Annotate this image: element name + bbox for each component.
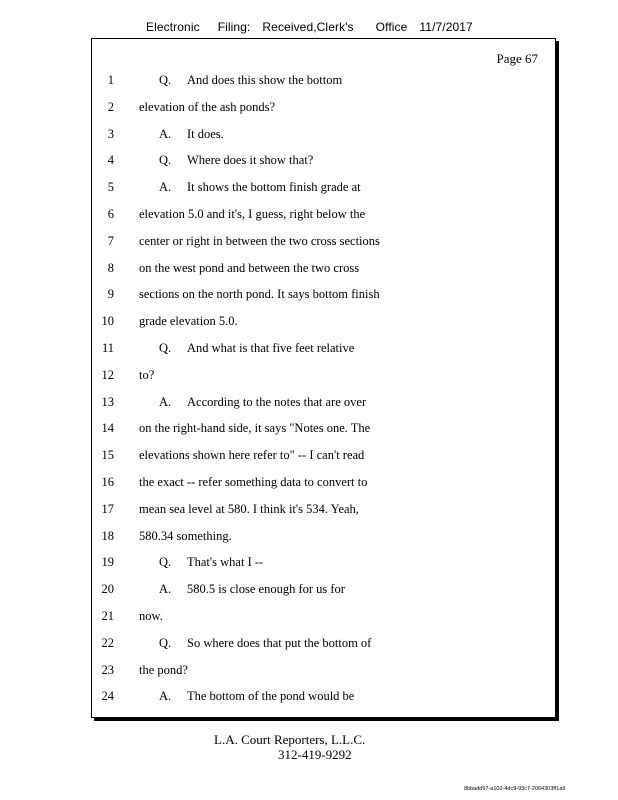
line-body: sections on the north pond. It says bottom finish: [139, 287, 380, 302]
line-body: According to the notes that are over: [187, 394, 367, 409]
line-body: the pond?: [139, 662, 188, 677]
line-text: [139, 475, 367, 490]
document-hash: 8bbadd97-a102-4dc9-93c7-2064303ff1a9: [464, 786, 566, 792]
line-number: 1: [107, 73, 114, 87]
transcript-page: [91, 38, 556, 718]
line-body: the exact -- refer something data to convert to: [139, 475, 368, 489]
qa-marker: Q.: [159, 341, 172, 355]
line-text: [139, 555, 263, 570]
qa-marker: Q.: [159, 73, 172, 87]
line-text: [139, 341, 354, 356]
line-number: 14: [101, 421, 114, 436]
line-body: on the west pond and between the two cross: [139, 260, 360, 275]
line-text: [139, 207, 365, 222]
line-text: [139, 73, 342, 88]
qa-marker: A.: [159, 126, 172, 141]
line-number: 18: [101, 528, 114, 543]
line-number: 11: [101, 341, 114, 355]
line-number: 15: [101, 448, 114, 463]
line-body: on the right-hand side, it says "Notes one. The: [139, 421, 371, 436]
line-number: 20: [101, 582, 114, 597]
line-text: [139, 368, 154, 383]
line-body: grade elevation 5.0.: [139, 314, 238, 329]
line-number: 19: [101, 555, 114, 570]
line-text: [139, 448, 364, 463]
reporter-phone: 312-419-9292: [278, 747, 352, 762]
line-number: 4: [107, 153, 114, 168]
line-number: 3: [107, 126, 114, 141]
line-text: [139, 609, 163, 624]
line-number: 17: [101, 501, 114, 516]
line-body: It shows the bottom finish grade at: [187, 180, 361, 195]
qa-marker: Q.: [159, 555, 172, 570]
line-text: [139, 582, 345, 597]
line-text: [139, 261, 359, 276]
line-text: [139, 502, 359, 517]
line-text: [139, 287, 380, 302]
filing-stamp-filing: Filing:: [217, 20, 251, 34]
line-body: elevations shown here refer to" -- I can't read: [139, 448, 365, 463]
line-text: [139, 689, 354, 704]
line-text: [139, 636, 371, 651]
line-number: 22: [101, 635, 114, 650]
line-body: So where does that put the bottom of: [187, 635, 372, 650]
filing-stamp-date: 11/7/2017: [419, 20, 473, 34]
line-body: to?: [139, 367, 155, 382]
reporter-company: L.A. Court Reporters, L.L.C.: [214, 732, 366, 747]
qa-marker: Q.: [159, 153, 172, 168]
line-text: [139, 127, 224, 142]
line-number: 2: [107, 99, 114, 114]
line-number: 9: [107, 287, 114, 302]
qa-marker: A.: [159, 394, 172, 409]
line-number: 7: [107, 233, 114, 248]
line-number: 12: [101, 367, 114, 382]
line-number: 8: [107, 260, 114, 275]
filing-stamp-office: Office: [375, 20, 408, 34]
qa-marker: A.: [159, 582, 172, 597]
line-body: That's what I --: [187, 555, 264, 570]
line-number: 5: [107, 180, 114, 195]
line-body: Where does it show that?: [187, 153, 314, 168]
line-body: And what is that five feet relative: [187, 341, 355, 355]
line-body: 580.34 something.: [139, 528, 232, 543]
filing-stamp-received: Received,Clerk's: [262, 20, 354, 34]
line-text: [139, 529, 232, 544]
reporter-footer: [214, 732, 365, 762]
line-body: The bottom of the pond would be: [187, 689, 355, 704]
qa-marker: A.: [159, 180, 172, 195]
qa-marker: A.: [159, 689, 172, 704]
filing-stamp: [146, 20, 473, 34]
line-text: [139, 314, 238, 329]
line-body: It does.: [187, 126, 224, 141]
line-text: [139, 395, 366, 410]
line-body: 580.5 is close enough for us for: [187, 582, 345, 597]
line-body: elevation of the ash ponds?: [139, 99, 276, 114]
line-body: now.: [139, 609, 163, 623]
line-text: [139, 153, 313, 168]
line-number: 13: [101, 394, 114, 409]
line-number: 24: [101, 689, 114, 704]
line-body: mean sea level at 580. I think it's 534. Yeah,: [139, 501, 359, 516]
qa-marker: Q.: [159, 635, 172, 650]
line-text: [139, 421, 370, 436]
line-text: [139, 234, 380, 249]
line-number: 23: [101, 662, 114, 677]
line-text: [139, 663, 188, 678]
line-number: 10: [101, 314, 114, 329]
line-body: And does this show the bottom: [187, 73, 343, 87]
line-text: [139, 180, 361, 195]
page-number: Page 67: [496, 51, 538, 66]
line-text: [139, 100, 275, 115]
line-body: elevation 5.0 and it's, I guess, right below the: [139, 207, 366, 221]
line-number: 21: [101, 609, 114, 623]
line-body: center or right in between the two cross sections: [139, 233, 380, 248]
line-number: 16: [101, 475, 114, 489]
line-number: 6: [107, 207, 114, 221]
filing-stamp-electronic: Electronic: [146, 20, 200, 34]
